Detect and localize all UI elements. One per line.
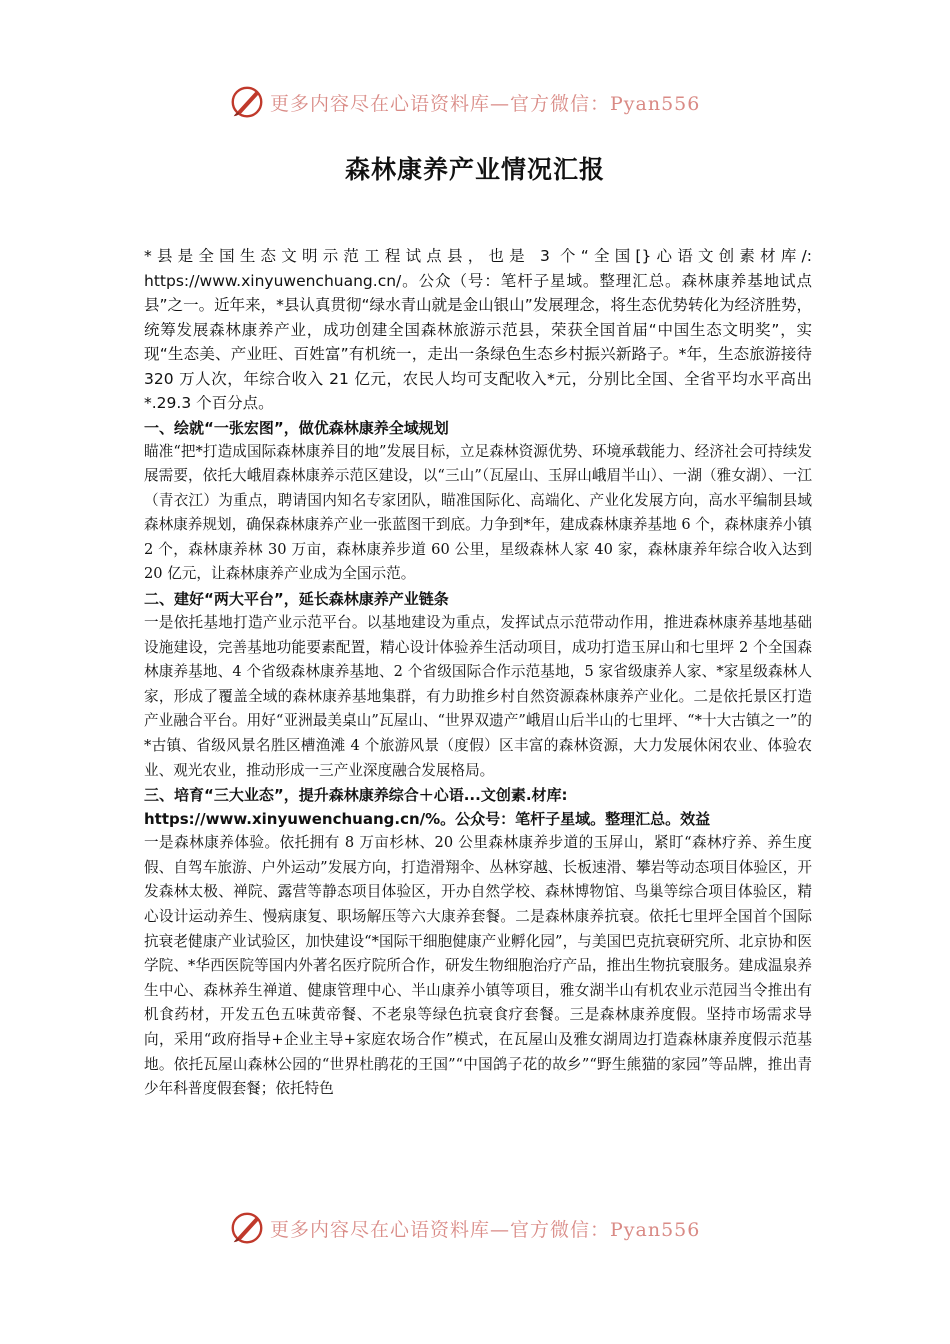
banner-text: 更多内容尽在心语资料库—官方微信：Pyan556 bbox=[270, 92, 701, 115]
section-1-heading: 一、绘就“一张宏图”，做优森林康养全域规划 bbox=[144, 418, 449, 437]
section-3-body: 一是森林康养体验。依托拥有 8 万亩杉林、20 公里森林康养步道的玉屏山，紧盯“森林疗养、养生度假、自驾车旅游、户外运动”发展方向，打造滑翔伞、丛林穿越、长板速滑、攀岩等动态项目体验区，开发森林太极、禅院、露营等静态项目体验区，开办自然学校、森林博物馆、鸟巢等综合项目体验区，精心设计运动养生、慢病康复、职场解压等六大康养套餐。二是森林康养抗衰。依托七里坪全国首个国际抗衰老健康产业试验区，加快建设“*国际干细胞健康产业孵化园”，与美国巴克抗衰研究所、北京协和医学院、*华西医院等国内外著名医疗院所合作，研发生物细胞治疗产品，推出生物抗衰服务。建成温泉养生中心、森林养生禅道、健康管理中心、半山康养小镇等项目，雅女湖半山有机农业示范园当令推出有机食药材，开发五色五味黄帝餐、不老泉等绿色抗衰食疗套餐。三是森林康养度假。坚持市场需求导向，采用“政府指导+企业主导+家庭农场合作”模式，在瓦屋山及雅女湖周边打造森林康养度假示范基地。依托瓦屋山森林公园的“世界杜鹃花的王国”“中国鸽子花的故乡”“野生熊猫的家园”等品牌，推出青少年科普度假套餐；依托特色 bbox=[144, 834, 812, 1098]
brush-logo-icon bbox=[228, 1209, 266, 1247]
footer-banner bbox=[228, 1208, 728, 1248]
section-2-body: 一是依托基地打造产业示范平台。以基地建设为重点，发挥试点示范带动作用，推进森林康养基地基础设施建设，完善基地功能要素配置，精心设计体验养生活动项目，成功打造玉屏山和七里坪 2 个全国森林康养基地、4 个省级森林康养基地、2 个省级国际合作示范基地，5 家省级康养人家、*家星级森林人家，形成了覆盖全域的森林康养基地集群，有力助推乡村自然资源森林康养产业化。二是依托景区打造产业融合平台。用好“亚洲最美桌山”瓦屋山、“世界双遗产”峨眉山后半山的七里坪、“*十大古镇之一”的*古镇、省级风景名胜区槽渔滩 4 个旅游风景（度假）区丰富的森林资源，大力发展休闲农业、体验农业、观光农业，推动形成一三产业深度融合发展格局。 bbox=[144, 614, 812, 779]
document-body bbox=[144, 244, 812, 1102]
section-3-heading: 三、培育“三大业态”，提升森林康养综合＋心语...文创素.材库: https://www.xinyuwenchuang.cn/%。公众号：笔杆子星域。整理汇总。效益 bbox=[144, 786, 711, 829]
header-banner bbox=[228, 82, 728, 122]
intro-paragraph: *县是全国生态文明示范工程试点县，也是 3 个“全国[}心语文创素材库/: https://www.xinyuwenchuang.cn/。公众（号：笔杆子星域。整理汇总。森林康养基地试点县”之一。近年来，*县认真贯彻“绿水青山就是金山银山”发展理念，将生态优势转化为经济胜势，统筹发展森林康养产业，成功创建全国森林旅游示范县，荣获全国首届“中国生态文明奖”，实现“生态美、产业旺、百姓富”有机统一，走出一条绿色生态乡村振兴新路子。*年，生态旅游接待 320 万人次，年综合收入 21 亿元，农民人均可支配收入*元，分别比全国、全省平均水平高出*.29.3 个百分点。 bbox=[144, 247, 812, 412]
banner-text: 更多内容尽在心语资料库—官方微信：Pyan556 bbox=[270, 1218, 701, 1241]
brush-logo-icon bbox=[228, 83, 266, 121]
section-2-heading: 二、建好“两大平台”，延长森林康养产业链条 bbox=[144, 590, 449, 609]
section-1-body: 瞄准“把*打造成国际森林康养目的地”发展目标，立足森林资源优势、环境承载能力、经济社会可持续发展需要，依托大峨眉森林康养示范区建设，以“三山”（瓦屋山、玉屏山峨眉半山）、一湖（雅女湖）、一江（青衣江）为重点，聘请国内知名专家团队，瞄准国际化、高端化、产业化发展方向，高水平编制县域森林康养规划，确保森林康养产业一张蓝图干到底。力争到*年，建成森林康养基地 6 个，森林康养小镇 2 个，森林康养林 30 万亩，森林康养步道 60 公里，星级森林人家 40 家，森林康养年综合收入达到 20 亿元，让森林康养产业成为全国示范。 bbox=[144, 442, 812, 583]
document-title: 森林康养产业情况汇报 bbox=[344, 155, 605, 184]
